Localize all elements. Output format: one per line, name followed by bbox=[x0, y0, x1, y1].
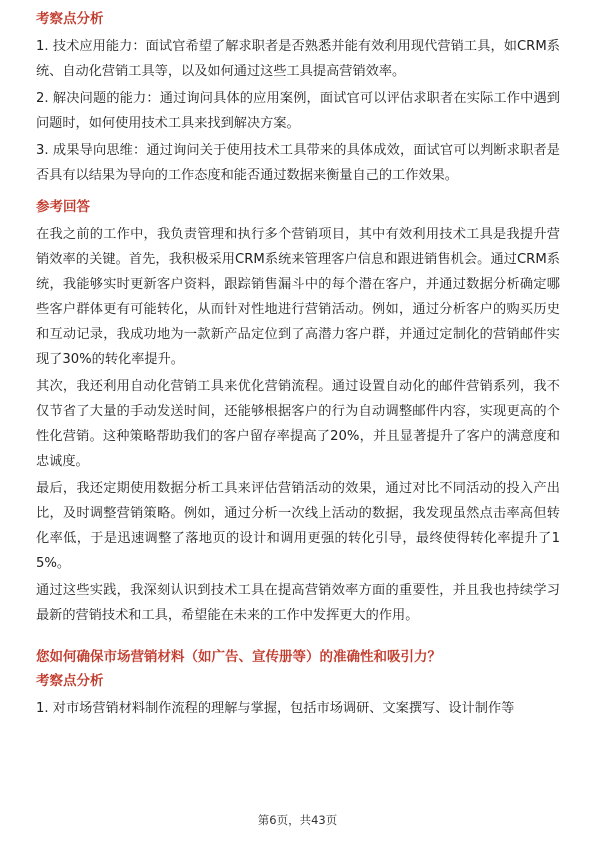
analysis-point-2: 2. 解决问题的能力：通过询问具体的应用案例，面试官可以评估求职者在实际工作中遇到问题时，如何使用技术工具来找到解决方案。 bbox=[36, 91, 560, 131]
analysis-heading-2: 考察点分析 bbox=[36, 673, 104, 689]
analysis-point-3: 3. 成果导向思维：通过询问关于使用技术工具带来的具体成效，面试官可以判断求职者是否具有以结果为导向的工作态度和能否通过数据来衡量自己的工作效果。 bbox=[36, 143, 560, 183]
answer-paragraph-4: 通过这些实践，我深刻认识到技术工具在提高营销效率方面的重要性，并且我也持续学习最新的营销技术和工具，希望能在未来的工作中发挥更大的作用。 bbox=[36, 583, 560, 623]
analysis-heading: 考察点分析 bbox=[36, 11, 104, 27]
analysis-point-1: 1. 技术应用能力：面试官希望了解求职者是否熟悉并能有效利用现代营销工具，如CRM系统、自动化营销工具等，以及如何通过这些工具提高营销效率。 bbox=[36, 39, 560, 79]
page-number: 第6页，共43页 bbox=[257, 813, 338, 827]
answer-heading: 参考回答 bbox=[36, 199, 90, 215]
answer-paragraph-3: 最后，我还定期使用数据分析工具来评估营销活动的效果，通过对比不同活动的投入产出比，及时调整营销策略。例如，通过分析一次线上活动的数据，我发现虽然点击率高但转化率低，于是迅速调整了落地页的设计和调用更强的转化引导，最终使得转化率提升了15%。 bbox=[36, 481, 560, 571]
answer-paragraph-2: 其次，我还利用自动化营销工具来优化营销流程。通过设置自动化的邮件营销系列，我不仅节省了大量的手动发送时间，还能够根据客户的行为自动调整邮件内容，实现更高的个性化营销。这种策略帮助我们的客户留存率提高了20%，并且显著提升了客户的满意度和忠诚度。 bbox=[36, 379, 560, 469]
answer-paragraph-1: 在我之前的工作中，我负责管理和执行多个营销项目，其中有效利用技术工具是我提升营销效率的关键。首先，我积极采用CRM系统来管理客户信息和跟进销售机会。通过CRM系统，我能够实时更新客户资料，跟踪销售漏斗中的每个潜在客户，并通过数据分析确定哪些客户群体更有可能转化，从而针对性地进行营销活动。例如，通过分析客户的购买历史和互动记录，我成功地为一款新产品定位到了高潜力客户群，并通过定制化的营销邮件实现了30%的转化率提升。 bbox=[36, 227, 560, 367]
question-title: 您如何确保市场营销材料（如广告、宣传册等）的准确性和吸引力？ bbox=[36, 649, 441, 665]
page-content bbox=[36, 10, 560, 723]
analysis-point-q2-1: 1. 对市场营销材料制作流程的理解与掌握，包括市场调研、文案撰写、设计制作等 bbox=[36, 701, 515, 716]
